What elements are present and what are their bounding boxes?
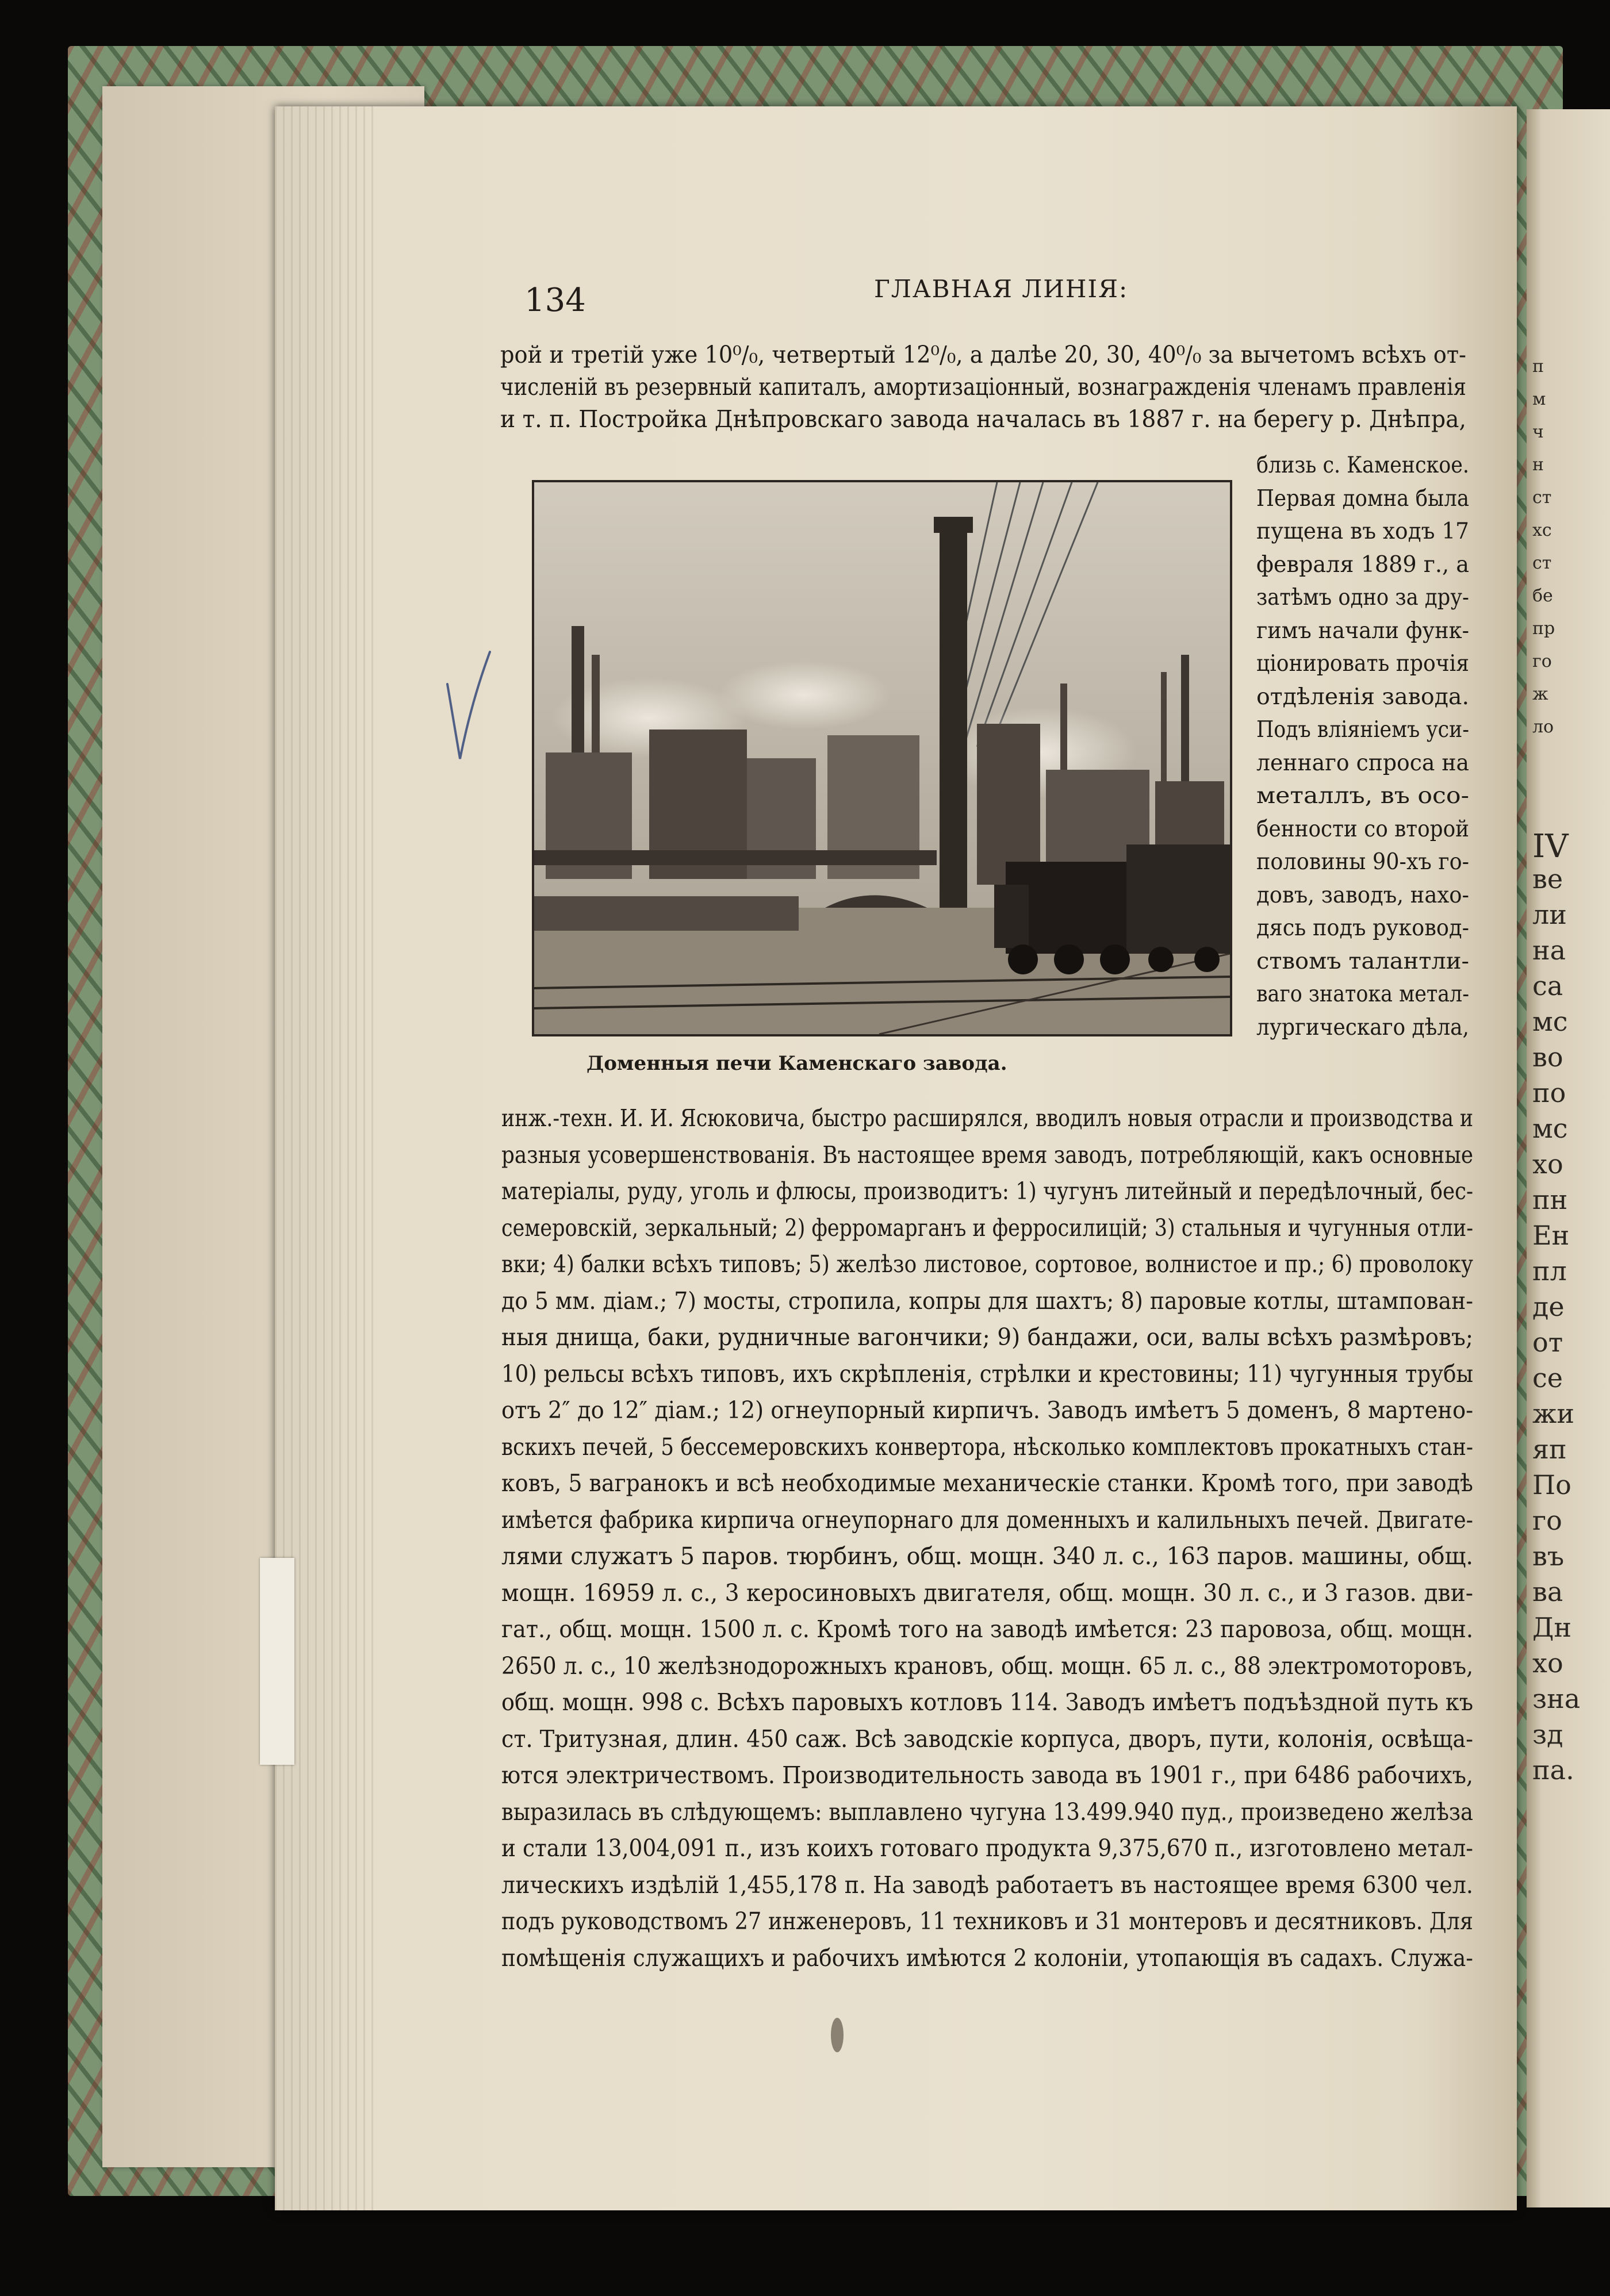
blast-furnace-photo [532, 480, 1232, 1036]
facing-page-fragment: во [1532, 1042, 1563, 1073]
body-line: имѣется фабрика кирпича огнеупорнаго для доменныхъ и калильныхъ печей. Двигате- [501, 1506, 1473, 1534]
side-column-line: февраля 1889 г., а [1256, 551, 1470, 578]
facing-page-fragment: По [1532, 1469, 1571, 1500]
side-column-line: ваго знатока метал- [1256, 981, 1469, 1007]
side-column-line: отдѣленія завода. [1256, 684, 1469, 710]
body-line: инж.-техн. И. И. Ясюковича, быстро расширялся, вводилъ новыя отрасли и производства и [501, 1104, 1474, 1132]
body-line: ст. Тритузная, длин. 450 саж. Всѣ заводскіе корпуса, дворъ, пути, колонія, освѣща- [501, 1725, 1474, 1753]
body-line: гат., общ. мощн. 1500 л. с. Кромѣ того на заводѣ имѣется: 23 паровоза, общ. мощн. [501, 1615, 1474, 1643]
body-line: мощн. 16959 л. с., 3 керосиновыхъ двигателя, общ. мощн. 30 л. с., и 3 газов. дви- [501, 1579, 1474, 1607]
body-line: 2650 л. с., 10 желѣзнодорожныхъ крановъ, общ. мощн. 65 л. с., 88 электромоторовъ, [501, 1652, 1474, 1680]
facing-page-fragment: пн [1532, 1184, 1568, 1215]
facing-page-fragment: зна [1532, 1683, 1581, 1714]
body-line: ныя днища, баки, рудничные вагончики; 9) бандажи, оси, валы всѣхъ размѣровъ; [501, 1323, 1473, 1351]
facing-page-fragment: от [1532, 1327, 1563, 1358]
body-line: общ. мощн. 998 с. Всѣхъ паровыхъ котловъ 114. Заводъ имѣетъ подъѣздной путь къ [501, 1688, 1474, 1716]
side-column-line: леннаго спроса на [1256, 750, 1469, 776]
facing-page-fragment: де [1532, 1291, 1565, 1322]
facing-page-fragment: ч [1532, 422, 1544, 442]
facing-page-fragment: м [1532, 389, 1546, 409]
body-line: помѣщенія служащихъ и рабочихъ имѣются 2 колоніи, утопающія въ садахъ. Служа- [501, 1944, 1473, 1972]
facing-page-fragment: хо [1532, 1648, 1563, 1679]
facing-page-fragment: ст [1532, 487, 1552, 508]
ink-spot [831, 2018, 844, 2052]
facing-page-fragment: на [1532, 935, 1566, 966]
side-column-line: металлъ, въ осо- [1256, 783, 1469, 809]
body-line: подъ руководствомъ 27 инженеровъ, 11 техниковъ и 31 монтеровъ и десятниковъ. Для [501, 1907, 1473, 1935]
body-line: выразилась въ слѣдующемъ: выплавлено чугуна 13.499.940 пуд., произведено желѣза [501, 1798, 1474, 1826]
facing-page-fragment: ли [1532, 899, 1567, 930]
body-line: численій въ резервный капиталъ, амортизаціонный, вознагражденія членамъ правленія [500, 373, 1466, 401]
side-column-line: пущена въ ходъ 17 [1256, 519, 1470, 544]
body-line: матеріалы, руду, уголь и флюсы, производитъ: 1) чугунъ литейный и передѣлочный, бес- [501, 1177, 1474, 1205]
facing-page-fragment: ж [1532, 684, 1548, 704]
body-line: разныя усовершенствованія. Въ настоящее время заводъ, потребляющій, какъ основные [501, 1141, 1474, 1169]
facing-page-fragment: мс [1532, 1113, 1568, 1144]
body-line: и стали 13,004,091 п., изъ коихъ готоваго продукта 9,375,670 п., изготовлено метал- [501, 1834, 1473, 1862]
facing-page-fragment: са [1532, 970, 1563, 1001]
facing-page-fragment: по [1532, 1077, 1566, 1108]
facing-page-fragment: яп [1532, 1434, 1567, 1465]
side-column-line: затѣмъ одно за дру- [1256, 585, 1469, 611]
facing-page-fragment: IV [1532, 828, 1569, 865]
body-line: семеровскій, зеркальный; 2) ферромарганъ и ферросилицій; 3) стальныя и чугунныя отли- [501, 1214, 1474, 1242]
facing-page-fragment: хо [1532, 1149, 1563, 1180]
facing-page-fragment: въ [1532, 1541, 1565, 1572]
facing-page-fragment: хс [1532, 520, 1552, 540]
facing-page-fragment: па. [1532, 1754, 1574, 1786]
facing-page-fragment: Ен [1532, 1220, 1570, 1251]
body-line: отъ 2″ до 12″ діам.; 12) огнеупорный кирпичъ. Заводъ имѣетъ 5 доменъ, 8 мартено- [501, 1396, 1474, 1424]
facing-page-fragment: го [1532, 651, 1552, 671]
side-column-line: довъ, заводъ, нахо- [1256, 882, 1470, 908]
facing-page-fragment: бе [1532, 586, 1553, 606]
body-line: 10) рельсы всѣхъ типовъ, ихъ скрѣпленія, стрѣлки и крестовины; 11) чугунныя трубы [501, 1360, 1474, 1388]
facing-page-fragment: пр [1532, 619, 1555, 639]
figure-caption: Доменныя печи Каменскаго завода. [586, 1052, 1007, 1075]
facing-page-fragment: го [1532, 1505, 1562, 1536]
facing-page-fragment: ло [1532, 717, 1554, 737]
facing-page-fragment: н [1532, 455, 1544, 475]
facing-page-fragment: зд [1532, 1719, 1563, 1750]
side-column-line: ствомъ талантли- [1256, 948, 1470, 974]
side-column-line: гимъ начали функ- [1256, 617, 1469, 644]
side-column-line: лургическаго дѣла, [1256, 1014, 1469, 1041]
facing-page-fragment: ст [1532, 553, 1552, 573]
facing-page-fragment: жи [1532, 1398, 1574, 1429]
facing-page [1527, 109, 1610, 2207]
body-line: и т. п. Постройка Днѣпровскаго завода началась въ 1887 г. на берегу р. Днѣпра, [500, 405, 1466, 433]
body-line: рой и третій уже 10⁰/₀, четвертый 12⁰/₀, а далѣе 20, 30, 40⁰/₀ за вычетомъ всѣхъ от- [500, 341, 1467, 368]
side-column-line: Первая домна была [1256, 485, 1470, 512]
side-column-line: близь с. Каменское. [1256, 452, 1469, 478]
facing-page-fragment: пл [1532, 1255, 1567, 1287]
body-line: ются электричествомъ. Производительность завода въ 1901 г., при 6486 рабочихъ, [501, 1761, 1474, 1789]
facing-page-fragment: се [1532, 1362, 1563, 1393]
body-line: вки; 4) балки всѣхъ типовъ; 5) желѣзо листовое, сортовое, волнистое и пр.; 6) проволоку [501, 1250, 1474, 1278]
page-number: 134 [524, 282, 586, 319]
body-line: лями служатъ 5 паров. тюрбинъ, общ. мощн. 340 л. с., 163 паров. машины, общ. [501, 1542, 1473, 1570]
side-column-line: Подъ вліяніемъ уси- [1256, 717, 1469, 743]
body-line: вскихъ печей, 5 бессемеровскихъ конвертора, нѣсколько комплектовъ прокатныхъ стан- [501, 1433, 1473, 1461]
facing-page-fragment: ва [1532, 1576, 1563, 1607]
body-line: до 5 мм. діам.; 7) мосты, стропила, копры для шахтъ; 8) паровые котлы, штампован- [501, 1287, 1474, 1315]
side-column-line: бенности со второй [1256, 816, 1470, 842]
pencil-check-mark [443, 650, 494, 765]
body-line: ковъ, 5 вагранокъ и всѣ необходимые механическіе станки. Кромѣ того, при заводѣ [501, 1469, 1473, 1497]
library-label [260, 1558, 294, 1765]
facing-page-fragment: мс [1532, 1006, 1568, 1037]
facing-page-fragment: п [1532, 356, 1544, 377]
side-column-line: дясь подъ руковод- [1256, 915, 1469, 941]
side-column-line: ціонировать прочія [1256, 651, 1470, 677]
facing-page-fragment: Дн [1532, 1612, 1572, 1643]
facing-page-fragment: ве [1532, 863, 1563, 894]
running-title: ГЛАВНАЯ ЛИНІЯ: [874, 275, 1129, 303]
side-column-line: половины 90-хъ го- [1256, 849, 1470, 875]
body-line: лическихъ издѣлій 1,455,178 п. На заводѣ работаетъ въ настоящее время 6300 чел. [501, 1871, 1473, 1899]
